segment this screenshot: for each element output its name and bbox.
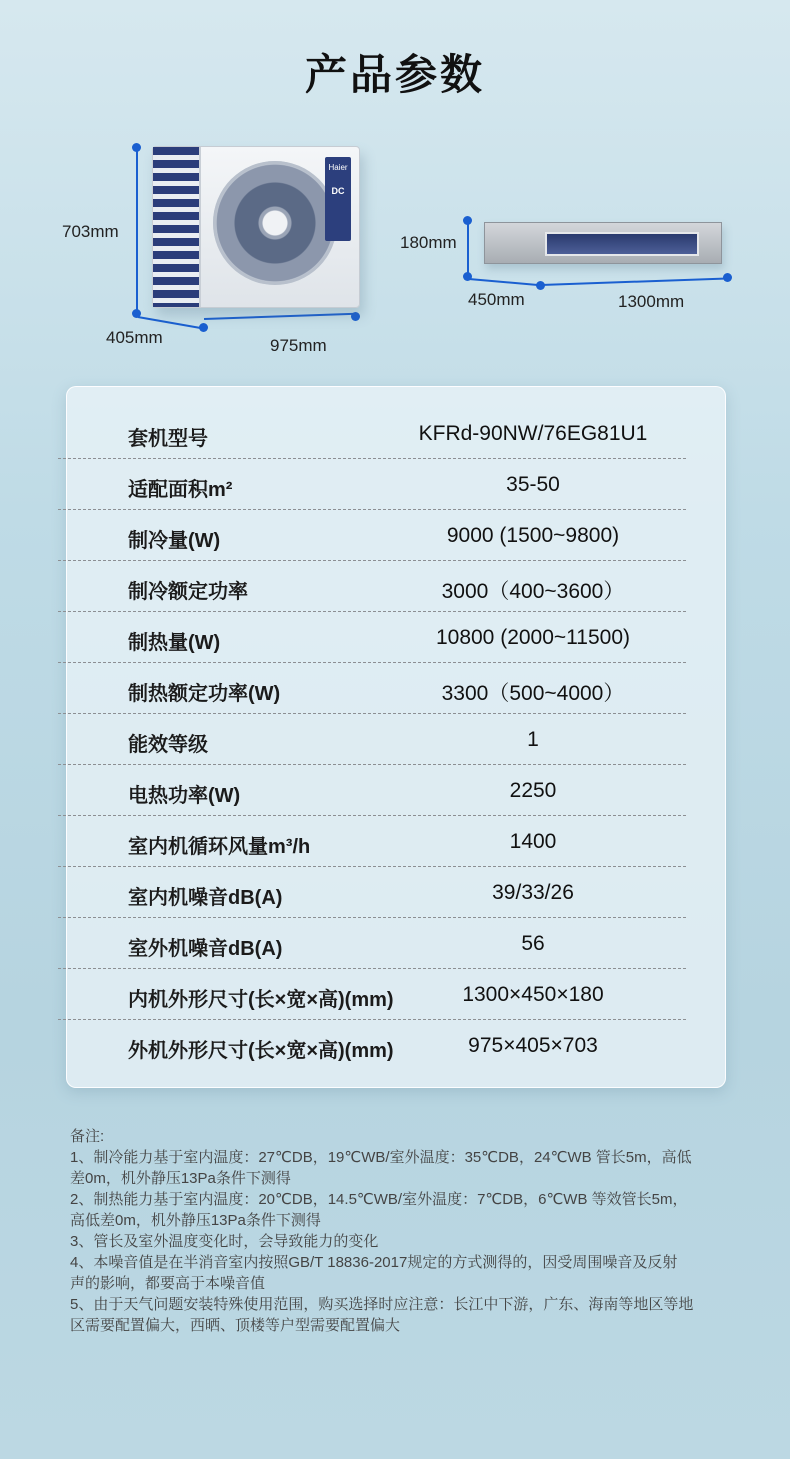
outdoor-unit-image (152, 146, 360, 308)
spec-row-energy-grade (58, 714, 686, 765)
indoor-height-label: 180mm (400, 233, 457, 252)
outdoor-height-dot-top (132, 143, 141, 152)
spec-value: 975×405×703 (468, 1034, 598, 1057)
spec-row-electric-heating (58, 765, 686, 816)
remarks (70, 1126, 740, 1336)
spec-value: 1300×450×180 (462, 983, 604, 1006)
spec-row-outdoor-size (58, 1020, 686, 1071)
spec-row-indoor-size (58, 969, 686, 1020)
spec-row-area (58, 459, 686, 510)
spec-label: 适配面积m² (128, 479, 233, 501)
remarks-line: 差0m，机外静压13Pa条件下测得 (70, 1170, 291, 1187)
brand-badge (325, 157, 351, 241)
spec-value: 3300（500~4000） (441, 682, 625, 705)
indoor-depth-line (469, 278, 541, 286)
spec-label: 室外机噪音dB(A) (128, 938, 283, 960)
spec-label: 制冷额定功率 (128, 581, 248, 603)
indoor-air-outlet (545, 232, 699, 256)
spec-label: 室内机循环风量m³/h (128, 836, 311, 858)
indoor-width-line (541, 278, 727, 286)
spec-label: 电热功率(W) (128, 785, 241, 807)
indoor-height-dot-top (463, 216, 472, 225)
remarks-line: 5、由于天气问题安装特殊使用范围，购买选择时应注意：长江中下游，广东、海南等地区等地 (70, 1296, 694, 1313)
spec-label: 制热量(W) (128, 632, 221, 654)
indoor-unit-image (484, 222, 722, 264)
indoor-height-line (467, 222, 469, 276)
outdoor-depth-label: 405mm (106, 328, 163, 347)
brand-logo-text: Haier (328, 163, 348, 172)
outdoor-fan (213, 161, 337, 285)
remarks-line: 4、本噪音值是在半消音室内按照GB/T 18836-2017规定的方式测得的，因受周围噪音及反射 (70, 1254, 678, 1271)
spec-value: 2250 (509, 779, 557, 802)
spec-label: 制冷量(W) (128, 530, 221, 552)
spec-value: 9000 (1500~9800) (446, 524, 620, 547)
spec-row-indoor-noise (58, 867, 686, 918)
outdoor-width-dot (351, 312, 360, 321)
outdoor-depth-dot (199, 323, 208, 332)
spec-row-heating-capacity (58, 612, 686, 663)
spec-row-outdoor-noise (58, 918, 686, 969)
spec-value: 39/33/26 (492, 881, 574, 904)
spec-row-cooling-power (58, 561, 686, 612)
page-title: 产品参数 (304, 51, 485, 98)
spec-label: 外机外形尺寸(长×宽×高)(mm) (128, 1040, 394, 1062)
spec-value: 3000（400~3600） (441, 580, 625, 603)
remarks-heading: 备注: (70, 1128, 105, 1145)
outdoor-width-line (204, 313, 356, 320)
remarks-line: 高低差0m，机外静压13Pa条件下测得 (70, 1212, 321, 1229)
spec-row-model (58, 408, 686, 459)
spec-value: 10800 (2000~11500) (435, 626, 631, 649)
indoor-depth-label: 450mm (468, 290, 525, 309)
spec-value: 1400 (509, 830, 557, 853)
spec-value: 1 (527, 728, 539, 751)
remarks-line: 声的影响，都要高于本噪音值 (70, 1275, 266, 1292)
spec-value: 35-50 (506, 473, 560, 496)
remarks-line: 区需要配置偏大，西晒、顶楼等户型需要配置偏大 (70, 1317, 401, 1334)
spec-value: 56 (521, 932, 545, 955)
spec-value: KFRd-90NW/76EG81U1 (418, 422, 648, 445)
outdoor-height-line (136, 148, 138, 314)
spec-label: 内机外形尺寸(长×宽×高)(mm) (128, 989, 394, 1011)
indoor-width-dot (723, 273, 732, 282)
dc-logo-text: DC (331, 186, 345, 196)
spec-label: 套机型号 (128, 428, 208, 450)
spec-label: 室内机噪音dB(A) (128, 887, 283, 909)
remarks-line: 3、管长及室外温度变化时，会导致能力的变化 (70, 1233, 379, 1250)
outdoor-width-label: 975mm (270, 336, 327, 355)
outdoor-height-label: 703mm (62, 222, 119, 241)
spec-label: 制热额定功率(W) (128, 683, 281, 705)
spec-label: 能效等级 (128, 734, 208, 756)
spec-row-heating-power (58, 663, 686, 714)
spec-row-airflow (58, 816, 686, 867)
remarks-line: 2、制热能力基于室内温度：20℃DB，14.5℃WB/室外温度：7℃DB，6℃WB 等效管长5m， (70, 1191, 688, 1208)
spec-row-cooling-capacity (58, 510, 686, 561)
outdoor-side-grille (153, 147, 201, 307)
indoor-width-label: 1300mm (618, 292, 685, 311)
remarks-line: 1、制冷能力基于室内温度：27℃DB，19℃WB/室外温度：35℃DB，24℃WB 管长5m，高低 (70, 1149, 692, 1166)
